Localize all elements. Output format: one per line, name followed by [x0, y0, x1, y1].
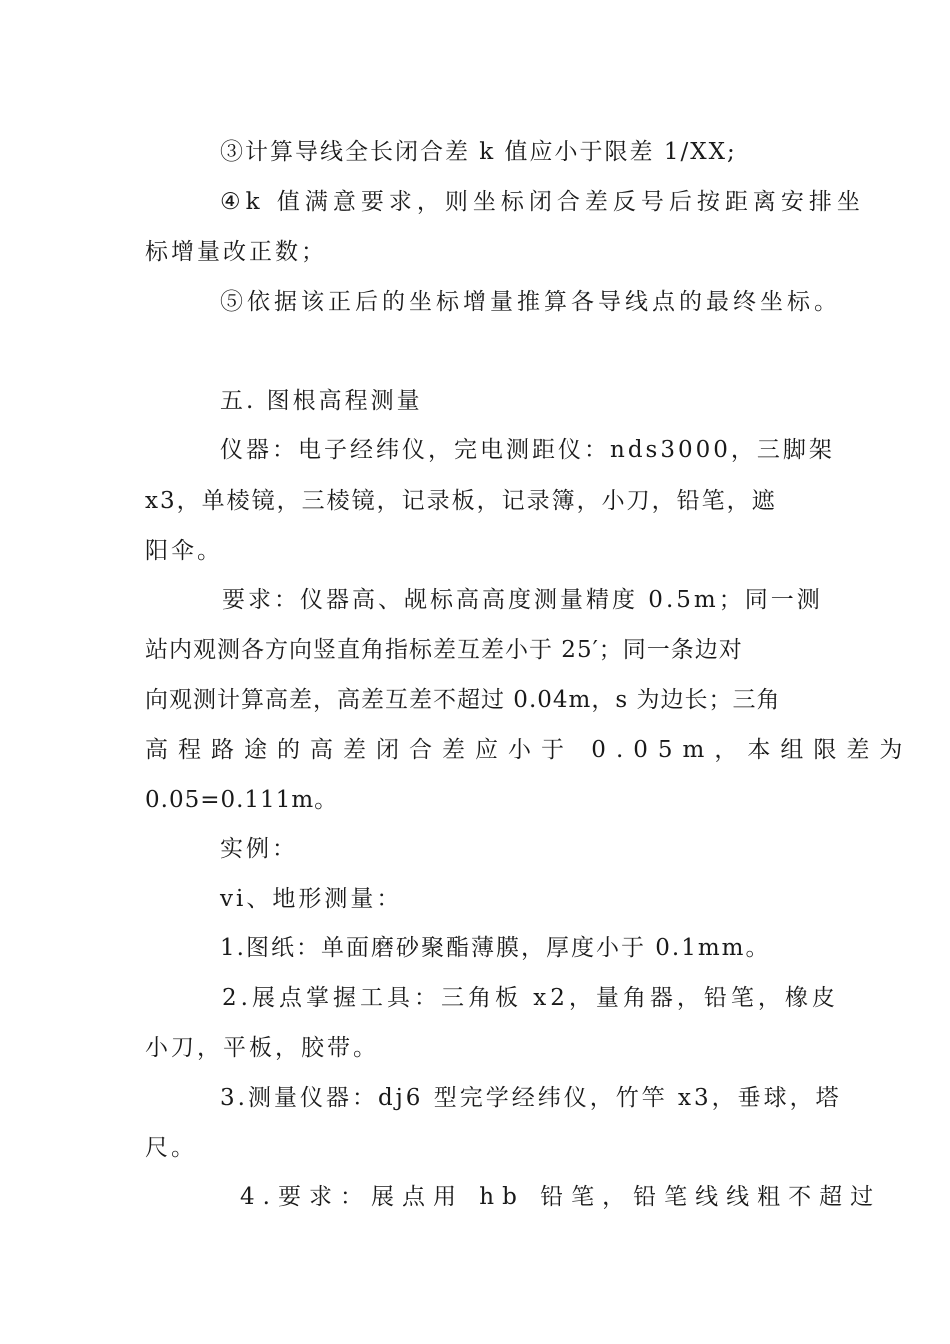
text-line-16: 1.图纸：单面磨砂聚酯薄膜，厚度小于 0.1mm。 — [220, 935, 771, 961]
text-line-18: 小刀，平板，胶带。 — [145, 1035, 379, 1061]
text-line-1: ③计算导线全长闭合差 k 值应小于限差 1/XX; — [220, 139, 737, 165]
text-line-2: ④k 值满意要求，则坐标闭合差反号后按距离安排坐 — [220, 189, 865, 215]
text-line-20: 尺。 — [145, 1135, 197, 1161]
text-line-4: ⑤依据该正后的坐标增量推算各导线点的最终坐标。 — [220, 289, 841, 315]
text-line-10: 站内观测各方向竖直角指标差互差小于 25′；同一条边对 — [145, 637, 743, 663]
text-line-21: 4.要求：展点用 hb 铅笔，铅笔线线粗不超过 — [240, 1184, 882, 1210]
text-line-13: 0.05=0.111m。 — [145, 787, 339, 813]
section-heading: 五. 图根高程测量 — [220, 388, 423, 414]
text-line-14: 实例： — [220, 836, 298, 862]
text-line-12: 高程路途的高差闭合差应小于 0.05m，本组限差为 — [145, 737, 913, 763]
text-line-11: 向观测计算高差，高差互差不超过 0.04m，s 为边长；三角 — [145, 687, 781, 713]
text-line-17: 2.展点掌握工具：三角板 x2，量角器，铅笔，橡皮 — [222, 985, 839, 1011]
text-line-9: 要求：仪器高、觇标高高度测量精度 0.5m；同一测 — [222, 587, 823, 613]
text-line-7: x3，单棱镜，三棱镜，记录板，记录簿，小刀，铅笔，遮 — [145, 488, 777, 514]
text-line-15: vi、地形测量： — [220, 886, 403, 912]
text-line-6: 仪器：电子经纬仪，完电测距仪：nds3000，三脚架 — [220, 437, 835, 463]
text-line-3: 标增量改正数； — [145, 239, 327, 265]
text-line-8: 阳伞。 — [145, 538, 223, 564]
text-line-19: 3.测量仪器：dj6 型完学经纬仪，竹竿 x3，垂球，塔 — [220, 1085, 842, 1111]
